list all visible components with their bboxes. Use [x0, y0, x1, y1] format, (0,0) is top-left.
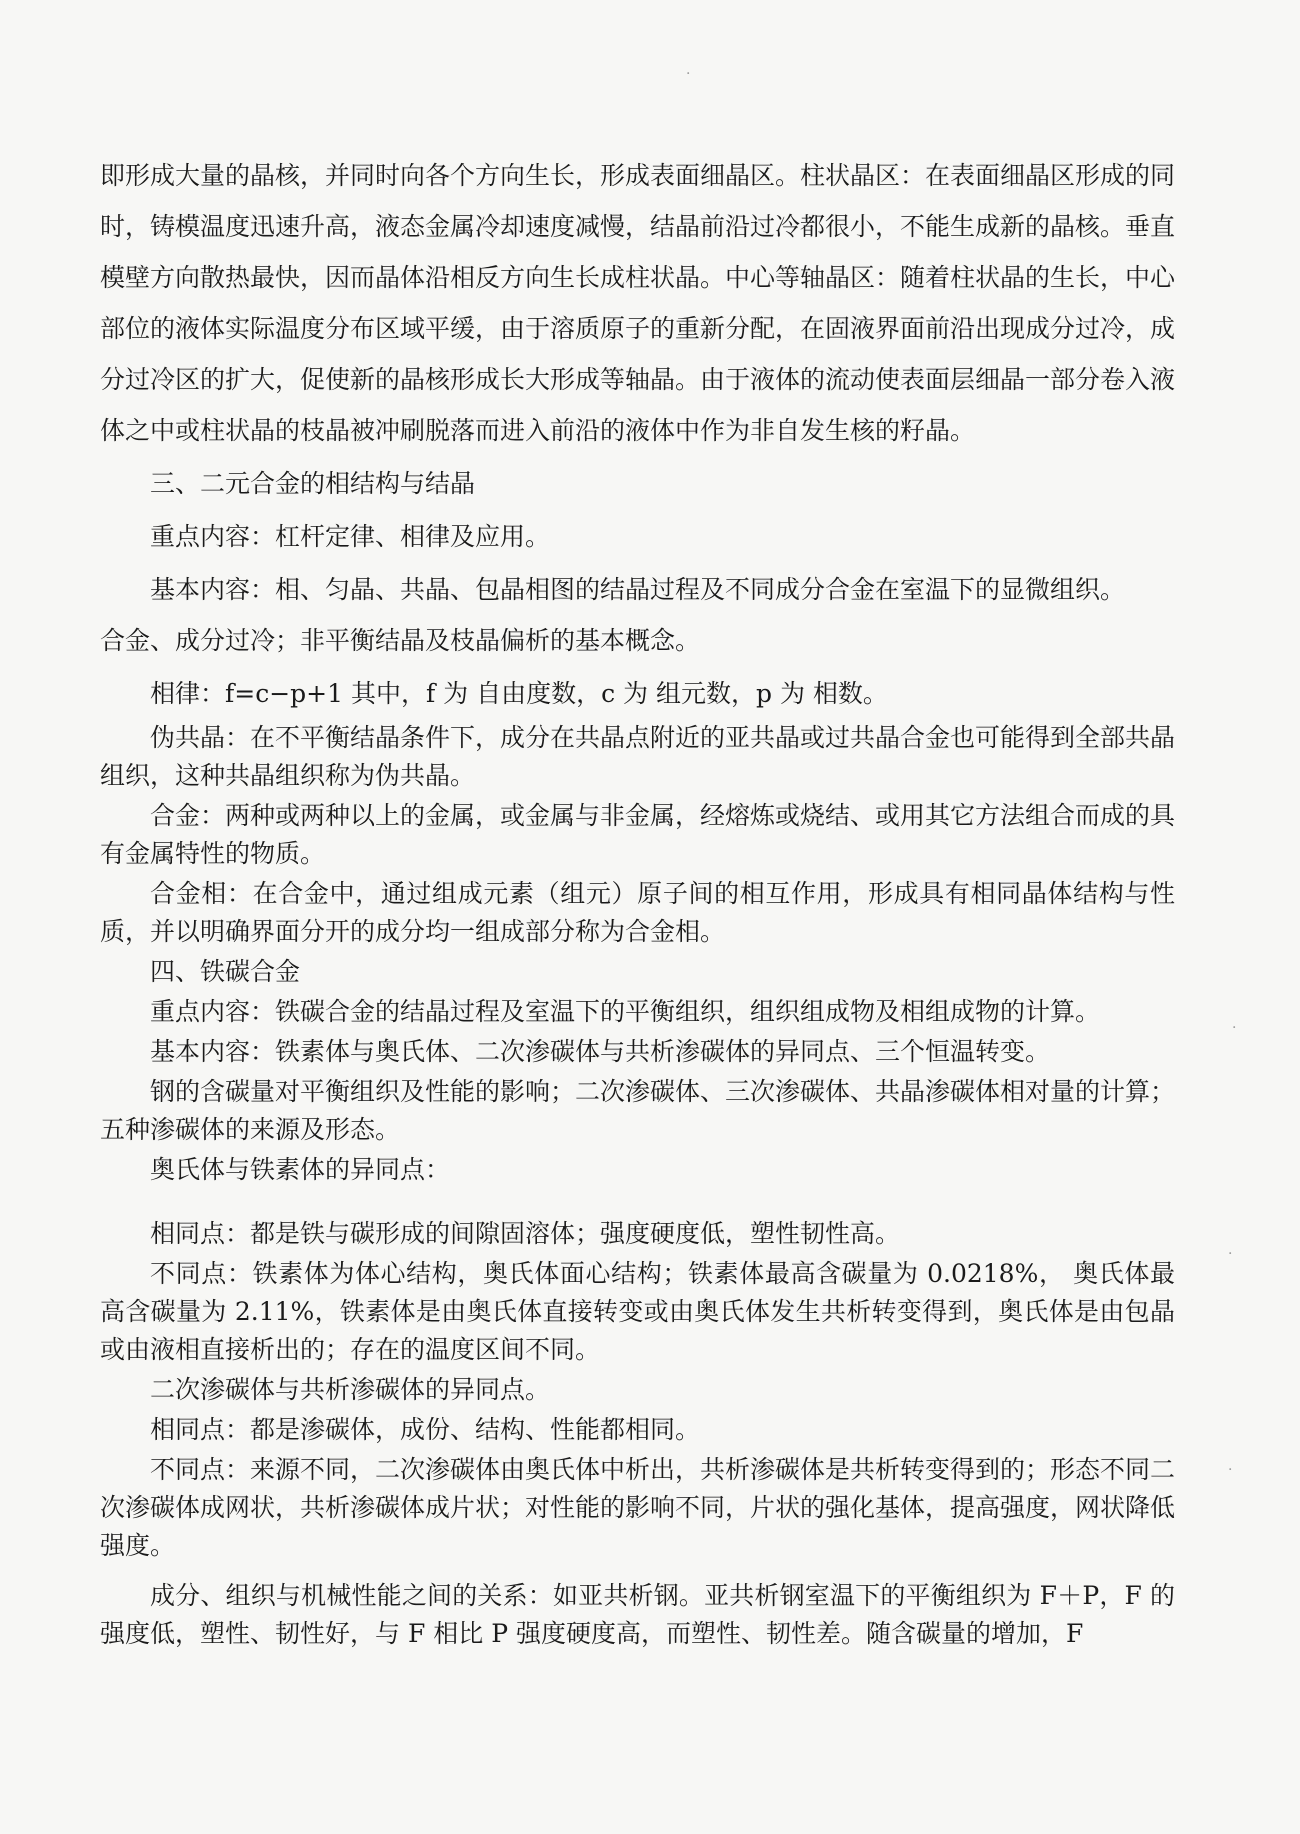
- scan-speck: ·: [1228, 1246, 1233, 1262]
- section-heading-iron-carbon: 四、铁碳合金: [150, 957, 301, 986]
- key-content-iron-carbon: 重点内容：铁碳合金的结晶过程及室温下的平衡组织，组织组成物及相组成物的计算。: [150, 997, 1101, 1026]
- cementite-differences: 不同点：来源不同，二次渗碳体由奥氏体中析出，共析渗碳体是共析转变得到的；形态不同二次渗碳体成网状，共析渗碳体成片状；对性能的影响不同，片状的强化基体，提高强度，网状降低强度。: [100, 1455, 1176, 1560]
- paragraph-crystal-zones: 即形成大量的晶核，并同时向各个方向生长，形成表面细晶区。柱状晶区：在表面细晶区形成的同时，铸模温度迅速升高，液态金属冷却速度减慢，结晶前沿过冷都很小，不能生成新的晶核。垂直模壁方向散热最快，因而晶体沿相反方向生长成柱状晶。中心等轴晶区：随着柱状晶的生长，中心部位的液体实际温度分布区域平缓，由于溶质原子的重新分配，在固液界面前沿出现成分过冷，成分过冷区的扩大，促使新的晶核形成长大形成等轴晶。由于液体的流动使表面层细晶一部分卷入液体之中或柱状晶的枝晶被冲刷脱落而进入前沿的液体中作为非自发生核的籽晶。: [100, 161, 1176, 445]
- basic-content-iron-carbon: 基本内容：铁素体与奥氏体、二次渗碳体与共析渗碳体的异同点、三个恒温转变。: [150, 1037, 1051, 1066]
- austenite-ferrite-similarities: 相同点：都是铁与碳形成的间隙固溶体；强度硬度低，塑性韧性高。: [150, 1219, 901, 1248]
- austenite-ferrite-differences: 不同点：铁素体为体心结构，奥氏体面心结构；铁素体最高含碳量为 0.0218%， 奥氏体最高含碳量为 2.11%，铁素体是由奥氏体直接转变或由奥氏体发生共析转变得到，奥氏体是由包晶或由液相直接析出的；存在的温度区间不同。: [100, 1259, 1175, 1364]
- scan-speck: ·: [1228, 1462, 1233, 1478]
- section-heading-binary-alloy: 三、二元合金的相结构与结晶: [150, 469, 476, 498]
- scan-speck: ·: [686, 66, 691, 82]
- document-page: [100, 150, 1175, 1653]
- cementite-similarities: 相同点：都是渗碳体，成份、结构、性能都相同。: [150, 1415, 701, 1444]
- alloy-definition: 合金：两种或两种以上的金属，或金属与非金属，经熔炼或烧结、或用其它方法组合而成的具有金属特性的物质。: [100, 801, 1176, 868]
- composition-properties-relation: 成分、组织与机械性能之间的关系：如亚共析钢。亚共析钢室温下的平衡组织为 F＋P，F 的强度低，塑性、韧性好，与 F 相比 P 强度硬度高，而塑性、韧性差。随含碳量的增加，F: [100, 1581, 1175, 1648]
- basic-content-binary: 基本内容：相、匀晶、共晶、包晶相图的结晶过程及不同成分合金在室温下的显微组织。: [150, 575, 1126, 604]
- cementite-heading: 二次渗碳体与共析渗碳体的异同点。: [150, 1375, 551, 1404]
- basic-content-binary-cont: 合金、成分过冷；非平衡结晶及枝晶偏析的基本概念。: [100, 626, 701, 655]
- phase-rule: 相律：f=c−p+1 其中，f 为 自由度数，c 为 组元数，p 为 相数。: [150, 679, 888, 708]
- scan-speck: ·: [1232, 1020, 1237, 1036]
- austenite-ferrite-heading: 奥氏体与铁素体的异同点：: [150, 1155, 451, 1184]
- alloy-phase-definition: 合金相：在合金中，通过组成元素（组元）原子间的相互作用，形成具有相同晶体结构与性质，并以明确界面分开的成分均一组成部分称为合金相。: [100, 879, 1175, 946]
- carbon-content-effects: 钢的含碳量对平衡组织及性能的影响；二次渗碳体、三次渗碳体、共晶渗碳体相对量的计算；五种渗碳体的来源及形态。: [100, 1077, 1176, 1144]
- pseudo-eutectic-definition: 伪共晶：在不平衡结晶条件下，成分在共晶点附近的亚共晶或过共晶合金也可能得到全部共晶组织，这种共晶组织称为伪共晶。: [100, 723, 1176, 790]
- key-content-binary: 重点内容：杠杆定律、相律及应用。: [150, 522, 551, 551]
